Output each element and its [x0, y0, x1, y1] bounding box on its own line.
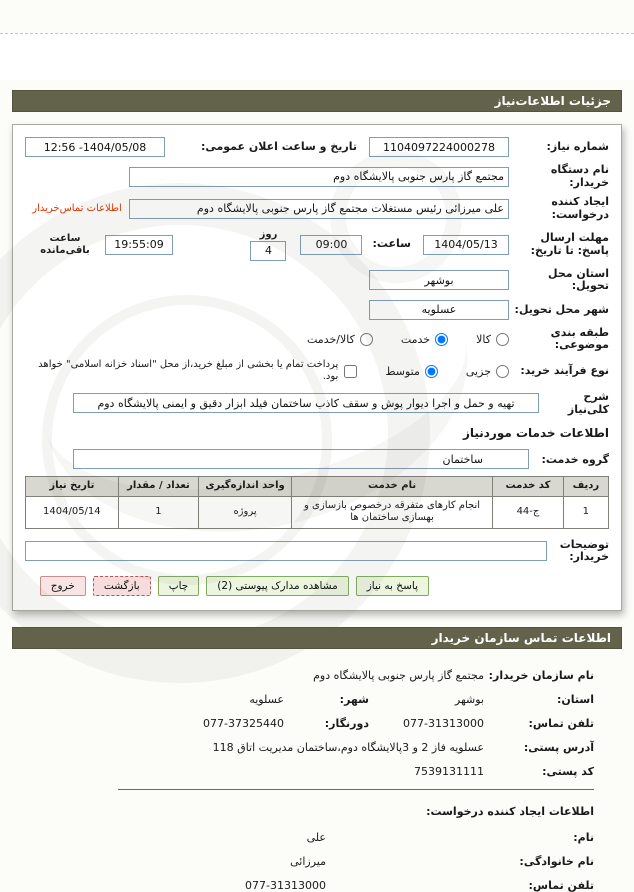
announce-datetime-input[interactable] — [25, 137, 165, 157]
delivery-city-row — [25, 300, 609, 320]
last-name-label: نام خانوادگی: — [519, 854, 594, 868]
delivery-province-row — [25, 268, 609, 293]
services-table-header-row — [26, 477, 609, 497]
delivery-province-input[interactable] — [369, 270, 509, 290]
treasury-checkbox[interactable] — [344, 365, 357, 378]
radio-option-medium[interactable] — [385, 365, 438, 378]
col-header-service-name: نام خدمت — [291, 477, 492, 497]
contact-fax-label: دورنگار: — [324, 716, 369, 730]
first-name-row — [28, 831, 594, 844]
exit-button[interactable]: خروج — [40, 576, 86, 596]
province-city-row — [28, 693, 594, 706]
delivery-city-label: شهر محل تحویل: — [514, 302, 609, 316]
contact-phone-value: 077-31313000 — [403, 716, 484, 730]
buyer-org-row — [25, 164, 609, 189]
col-header-unit: واحد اندازه‌گیری — [199, 477, 292, 497]
last-name-value: میرزائی — [290, 854, 326, 868]
first-name-label: نام: — [573, 830, 594, 844]
col-header-row-number: ردیف — [563, 477, 608, 497]
delivery-city-input[interactable] — [369, 300, 509, 320]
section-header-need-details — [12, 90, 622, 112]
deadline-time-label: ساعت: — [372, 237, 411, 251]
need-details-panel — [12, 124, 622, 611]
top-strip — [0, 33, 634, 80]
delivery-province-label: استان محل تحویل: — [548, 266, 609, 293]
services-section-title: اطلاعات خدمات موردنیاز — [462, 426, 609, 441]
postal-address-value: عسلویه فاز 2 و 3پالایشگاه دوم،ساختمان مدیریت اتاق 118 — [212, 740, 484, 754]
need-description-input[interactable] — [73, 393, 539, 413]
creator-phone-label: تلفن تماس: — [528, 878, 594, 892]
back-button[interactable]: بازگشت — [93, 576, 151, 596]
service-group-row — [25, 449, 609, 469]
buyer-org-label: نام دستگاه خریدار: — [550, 163, 609, 189]
radio-option-minor[interactable] — [466, 365, 509, 378]
classification-label: طبقه بندی موضوعی: — [550, 325, 609, 352]
remaining-time-group — [25, 233, 173, 257]
deadline-row — [25, 229, 609, 261]
services-table — [25, 476, 609, 529]
respond-to-need-button[interactable]: پاسخ به نیاز — [356, 576, 429, 596]
goods-service-radio-label: کالا/خدمت — [307, 332, 355, 346]
days-label: روز — [259, 228, 278, 240]
creator-input[interactable] — [129, 199, 509, 219]
buyer-contact-title: اطلاعات تماس سازمان خریدار — [431, 630, 611, 645]
minor-radio-label: جزیی — [465, 364, 491, 378]
treasury-checkbox-label: پرداخت تمام یا بخشی از مبلغ خرید،از محل "اسناد خزانه اسلامی" خواهد بود. — [38, 359, 339, 383]
need-details-title: جزئیات اطلاعات‌نیاز — [494, 94, 611, 108]
cell-service-code: ج-44 — [493, 496, 563, 528]
col-header-need-date: تاریخ نیاز — [26, 477, 119, 497]
postal-code-value: 7539131111 — [414, 764, 484, 778]
creator-info-title: اطلاعات ایجاد کننده درخواست: — [426, 804, 594, 818]
print-button[interactable]: چاپ — [158, 576, 200, 596]
need-number-label: شماره نیاز: — [546, 139, 609, 153]
contact-fax-value: 077-37325440 — [203, 716, 284, 730]
org-name-row — [28, 669, 594, 682]
col-header-service-code: کد خدمت — [493, 477, 563, 497]
view-attachments-button[interactable]: مشاهده مدارک پیوستی (2) — [206, 576, 348, 596]
deadline-date-input[interactable] — [423, 235, 509, 255]
minor-radio[interactable] — [496, 365, 509, 378]
medium-radio[interactable] — [425, 365, 438, 378]
contact-province-label: استان: — [557, 692, 594, 706]
goods-radio-label: کالا — [476, 332, 491, 346]
creator-phone-value: 077-31313000 — [245, 878, 326, 892]
goods-service-radio[interactable] — [360, 333, 373, 346]
postal-address-label: آدرس پستی: — [523, 740, 594, 754]
org-name-value: مجتمع گاز پارس جنوبی پالایشگاه دوم — [313, 668, 484, 682]
postal-address-row — [28, 741, 594, 754]
cell-unit: پروژه — [199, 496, 292, 528]
buyer-contact-link[interactable]: اطلاعات تماس‌خریدار — [32, 202, 122, 214]
creator-row — [25, 196, 609, 221]
need-number-row — [25, 137, 609, 157]
cell-row-number: 1 — [563, 496, 608, 528]
buyer-contact-section — [28, 669, 594, 892]
col-header-quantity: تعداد / مقدار — [118, 477, 199, 497]
radio-option-goods-service[interactable] — [307, 333, 373, 346]
cell-quantity: 1 — [118, 496, 199, 528]
service-radio-label: خدمت — [400, 332, 431, 346]
buyer-org-input[interactable] — [129, 167, 509, 187]
action-buttons-row — [25, 576, 429, 596]
first-name-value: علی — [306, 830, 326, 844]
phone-fax-row — [28, 717, 594, 730]
service-group-label: گروه خدمت: — [541, 452, 609, 466]
goods-radio[interactable] — [496, 333, 509, 346]
section-header-buyer-contact — [12, 627, 622, 649]
classification-row — [25, 327, 609, 352]
contact-province-value: بوشهر — [454, 692, 484, 706]
org-name-label: نام سازمان خریدار: — [488, 668, 594, 682]
service-radio[interactable] — [435, 333, 448, 346]
radio-option-service[interactable] — [401, 333, 448, 346]
remaining-time-label: ساعت باقی‌مانده — [40, 232, 90, 256]
cell-need-date: 1404/05/14 — [26, 496, 119, 528]
service-group-input[interactable] — [73, 449, 529, 469]
process-type-label: نوع فرآیند خرید: — [520, 363, 609, 377]
remaining-time-input[interactable] — [105, 235, 173, 255]
creator-label: ایجاد کننده درخواست: — [551, 195, 609, 221]
medium-radio-label: متوسط — [385, 364, 420, 378]
need-number-input[interactable] — [369, 137, 509, 157]
creator-phone-row — [28, 879, 594, 892]
contact-phone-label: تلفن تماس: — [528, 716, 594, 730]
buyer-notes-label: توضیحات خریدار: — [559, 537, 609, 564]
radio-option-goods[interactable] — [476, 333, 509, 346]
contact-city-label: شهر: — [339, 692, 369, 706]
contact-city-value: عسلویه — [249, 692, 284, 706]
treasury-checkbox-option[interactable] — [25, 359, 357, 383]
deadline-label: مهلت ارسال پاسخ: تا تاریخ: — [530, 230, 609, 257]
buyer-notes-row — [25, 539, 609, 564]
need-description-row — [25, 390, 609, 416]
deadline-time-input[interactable] — [300, 235, 362, 255]
process-type-row — [25, 359, 609, 383]
contact-divider — [118, 789, 594, 790]
postal-code-label: کد پستی: — [542, 764, 594, 778]
deadline-days-group — [250, 229, 286, 261]
last-name-row — [28, 855, 594, 868]
days-input[interactable] — [250, 241, 286, 261]
top-divider — [0, 33, 634, 34]
need-description-label: شرح کلی‌نیاز — [567, 390, 609, 417]
table-row — [26, 496, 609, 528]
buyer-notes-input[interactable] — [25, 541, 547, 561]
postal-code-row — [28, 765, 594, 778]
announce-label: تاریخ و ساعت اعلان عمومی: — [200, 139, 357, 153]
cell-service-name: انجام کارهای متفرقه درخصوص بازسازی و بهسازی ساختمان ها — [291, 496, 492, 528]
